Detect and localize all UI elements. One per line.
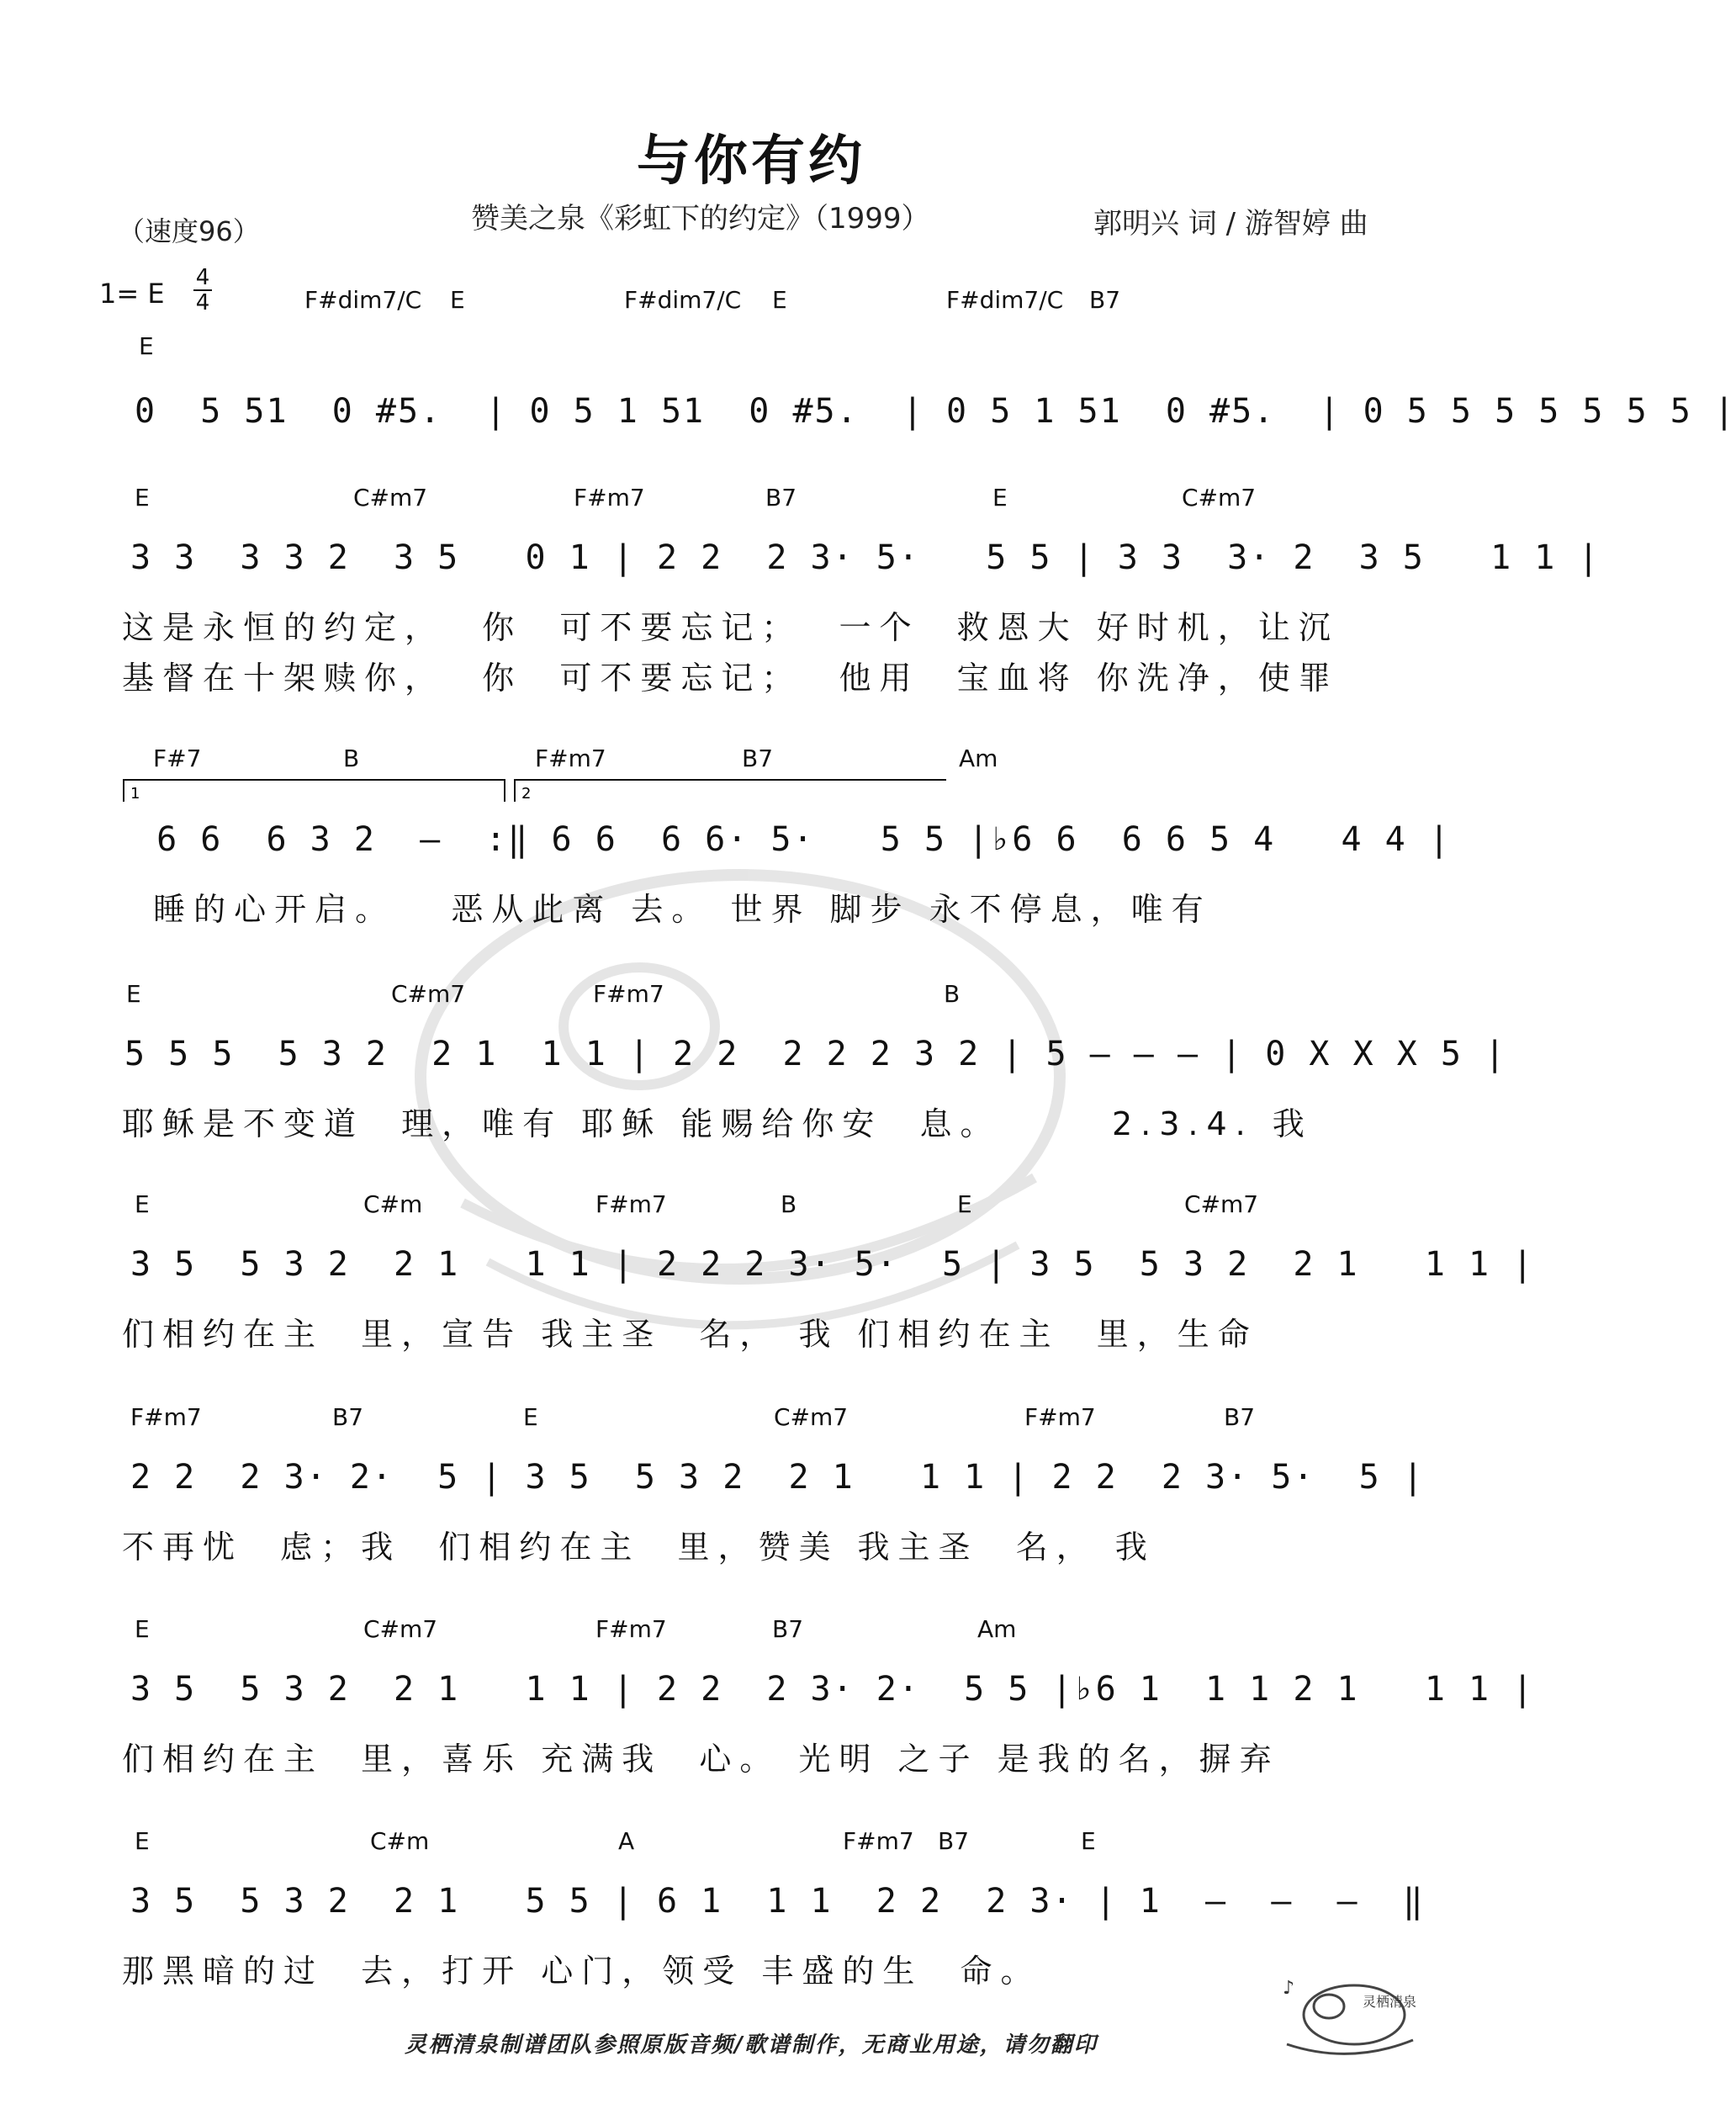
sheep-logo-icon	[1278, 1969, 1421, 2061]
chord: E	[450, 286, 465, 314]
chord: F#m7	[595, 1190, 667, 1218]
chord: F#7	[153, 745, 202, 772]
chord: Am	[959, 745, 998, 772]
chord: F#m7	[595, 1615, 667, 1643]
chord: B	[944, 980, 961, 1008]
chord: F#m7	[535, 745, 606, 772]
chord: E	[135, 1827, 150, 1855]
time-signature-bottom: 4	[195, 290, 210, 315]
chord: E	[126, 980, 141, 1008]
time-signature-top: 4	[195, 265, 210, 290]
chord: F#dim7/C	[624, 286, 742, 314]
lyric-line-1: 们相约在主 里，宣告 我主圣 名， 我 们相约在主 里，生命	[122, 1316, 1258, 1353]
notation-line: 3 3 3 3 2 3 5 0 1 | 2 2 2 3· 5· 5 5 | 3 3 3· 2 3 5 1 1 |	[130, 538, 1601, 577]
key-signature: 1= E	[99, 278, 165, 310]
logo-text: 灵栖清泉	[1363, 1994, 1417, 2010]
notation-line: 0 5 51 0 #5. | 0 5 1 51 0 #5. | 0 5 1 51 0 #5. | 0 5 5 5 5 5 5 5 |	[135, 392, 1736, 431]
notation-line: 6 6 6 3 2 – :‖ 6 6 6 6· 5· 5 5 |♭6 6 6 6 5 4 4 4 |	[135, 820, 1451, 859]
song-title: 与你有约	[637, 130, 865, 193]
chord: C#m7	[1184, 1190, 1259, 1218]
chord: F#m7	[1024, 1403, 1096, 1431]
chord: F#m7	[843, 1827, 914, 1855]
volta-bracket-1	[122, 778, 509, 803]
volta-first-label: 1	[130, 785, 140, 803]
chord: C#m7	[353, 484, 428, 511]
lyric-line-1: 不再忧 虑；我 们相约在主 里，赞美 我主圣 名， 我	[122, 1529, 1156, 1566]
volta-bracket-2	[513, 778, 950, 803]
chord: E	[135, 1190, 150, 1218]
tempo-marking: （速度96）	[118, 215, 260, 247]
chord: Am	[977, 1615, 1017, 1643]
chord: B7	[332, 1403, 364, 1431]
lyric-line-1: 这是永恒的约定， 你 可不要忘记； 一个 救恩大 好时机，让沉	[122, 609, 1339, 646]
chord: F#m7	[593, 980, 664, 1008]
chord: C#m7	[391, 980, 466, 1008]
lyric-line-1: 们相约在主 里，喜乐 充满我 心。 光明 之子 是我的名，摒弃	[122, 1741, 1280, 1778]
lyric-line-1: 耶稣是不变道 理，唯有 耶稣 能赐给你安 息。 2.3.4. 我	[122, 1105, 1313, 1142]
music-note-icon: ♪	[1283, 1978, 1295, 1999]
lyric-line-2: 基督在十架赎你， 你 可不要忘记； 他用 宝血将 你洗净，使罪	[122, 660, 1339, 697]
chord: C#m	[370, 1827, 430, 1855]
chord: B7	[765, 484, 797, 511]
lyric-line-1: 睡的心开启。 恶从此离 去。 世界 脚步 永不停息，唯有	[135, 891, 1212, 928]
time-signature	[193, 266, 212, 315]
volta-second-label: 2	[521, 785, 532, 803]
chord: E	[772, 286, 787, 314]
chord: A	[618, 1827, 635, 1855]
chord: E	[992, 484, 1008, 511]
chord: B7	[742, 745, 774, 772]
chord: B7	[772, 1615, 804, 1643]
chord: C#m7	[774, 1403, 849, 1431]
chord: E	[957, 1190, 972, 1218]
chord: E	[135, 484, 150, 511]
notation-line: 2 2 2 3· 2· 5 | 3 5 5 3 2 2 1 1 1 | 2 2 2 3· 5· 5 |	[130, 1458, 1425, 1497]
chord: B7	[1224, 1403, 1256, 1431]
chord: B7	[1089, 286, 1121, 314]
chord: B	[343, 745, 360, 772]
chord: F#m7	[130, 1403, 202, 1431]
lyric-line-1: 那黑暗的过 去，打开 心门，领受 丰盛的生 命。	[122, 1953, 1041, 1990]
chord: F#dim7/C	[304, 286, 422, 314]
footer-notice: 灵栖清泉制谱团队参照原版音频/歌谱制作，无商业用途，请勿翻印	[405, 2032, 1098, 2058]
song-source: 赞美之泉《彩虹下的约定》（1999）	[471, 202, 930, 236]
chord: B	[781, 1190, 797, 1218]
chord: E	[523, 1403, 538, 1431]
chord: F#dim7/C	[946, 286, 1064, 314]
notation-line: 3 5 5 3 2 2 1 1 1 | 2 2 2 3· 5· 5 | 3 5 5 3 2 2 1 1 1 |	[130, 1245, 1535, 1284]
chord: C#m	[363, 1190, 423, 1218]
song-authors: 郭明兴 词 / 游智婷 曲	[1093, 207, 1368, 241]
notation-line: 3 5 5 3 2 2 1 5 5 | 6 1 1 1 2 2 2 3· | 1 – – – ‖	[130, 1882, 1425, 1921]
chord: E	[1081, 1827, 1096, 1855]
notation-line: 3 5 5 3 2 2 1 1 1 | 2 2 2 3· 2· 5 5 |♭6 1 1 1 2 1 1 1 |	[130, 1670, 1535, 1709]
chord: F#m7	[574, 484, 645, 511]
chord: E	[135, 1615, 150, 1643]
chord: E	[139, 332, 154, 360]
chord: C#m7	[1182, 484, 1257, 511]
chord: C#m7	[363, 1615, 438, 1643]
notation-line: 5 5 5 5 3 2 2 1 1 1 | 2 2 2 2 2 3 2 | 5 – – – | 0 X X X 5 |	[124, 1035, 1507, 1073]
chord: B7	[938, 1827, 970, 1855]
